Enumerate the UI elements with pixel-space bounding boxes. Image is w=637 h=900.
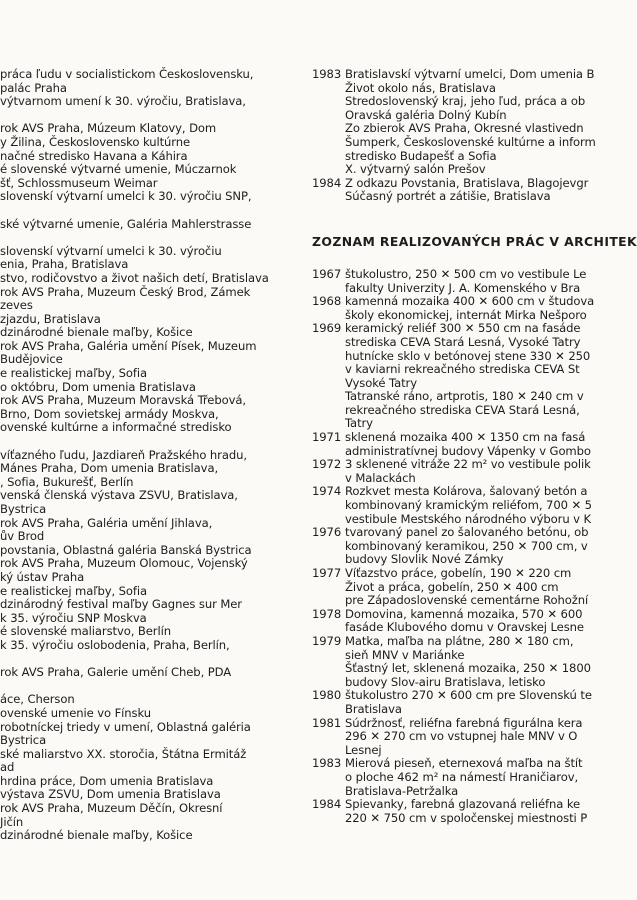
- work-entry: [312, 621, 600, 635]
- entry-year: 1968: [312, 294, 342, 309]
- work-entry: [312, 268, 600, 282]
- exhibition-line: e realistickej maľby, Sofia: [0, 366, 148, 381]
- blank-line: [0, 653, 300, 667]
- work-entry: [312, 309, 600, 323]
- exhibition-line: víťazného ľudu, Jazdiareň Pražského hradu,: [0, 447, 247, 462]
- exhibition-line: povstania, Oblastná galéria Banská Bystrica: [0, 542, 252, 557]
- entry-year: 1972: [312, 457, 342, 472]
- entry-text: budovy Slovlik Nové Zámky: [345, 552, 504, 567]
- exhibition-line: y Žilina, Československo kultúrne: [0, 134, 191, 149]
- work-entry: [312, 295, 600, 309]
- exhibition-line: Brno, Dom sovietskej armády Moskva,: [0, 406, 219, 421]
- entry-year: 1971: [312, 430, 342, 445]
- entry-text: štukolustro, 250 ✕ 500 cm vo vestibule Le: [345, 266, 587, 281]
- blank-line: [0, 109, 300, 123]
- entry-text: fasáde Klubového domu v Oravskej Lesne: [345, 620, 584, 635]
- entry-year: [312, 122, 345, 136]
- work-entry: [312, 689, 600, 703]
- entry-year: [312, 309, 345, 323]
- exhibition-line: práca ľudu v socialistickom Československu,: [0, 67, 254, 81]
- section-heading: ZOZNAM REALIZOVANÝCH PRÁC V ARCHITEK: [312, 233, 637, 249]
- entry-text: Súčasný portrét a zátišie, Bratislava: [345, 189, 551, 204]
- entry-year: 1984: [312, 175, 342, 190]
- work-entry: [312, 635, 600, 649]
- work-entry: [312, 350, 600, 364]
- work-entry: [312, 676, 600, 690]
- entry-year: 1983: [312, 67, 342, 81]
- entry-text: pre Západoslovenské cementárne Rohožní: [345, 593, 589, 608]
- entry-year: [312, 676, 345, 690]
- entry-year: [312, 390, 345, 404]
- entry-text: X. výtvarný salón Prešov: [345, 162, 486, 177]
- entry-year: [312, 282, 345, 296]
- entry-year: [312, 771, 345, 785]
- work-entry: [312, 717, 600, 731]
- entry-year: [312, 82, 345, 96]
- exhibition-line: ovenské kultúrne a informačné stredisko: [0, 420, 232, 435]
- entry-year: [312, 594, 345, 608]
- exhibition-line: k 35. výročiu SNP Moskva: [0, 610, 147, 625]
- exhibition-line: zjazdu, Bratislava: [0, 311, 101, 326]
- work-entry: [312, 703, 600, 717]
- entry-year: 1981: [312, 715, 342, 730]
- entry-text: Domovina, kamenná mozaika, 570 ✕ 600: [345, 606, 583, 621]
- entry-text: o ploche 462 m² na námestí Hraničiarov,: [345, 769, 579, 784]
- entry-text: v kaviarni rekreačného strediska CEVA St: [345, 362, 580, 377]
- work-entry: [312, 540, 600, 554]
- entry-text: vestibule Mestského národného výboru v K: [345, 511, 592, 526]
- entry-year: [312, 363, 345, 377]
- entry-text: budovy Slov-airu Bratislava, letisko: [345, 674, 546, 689]
- work-entry: [312, 798, 600, 812]
- work-entry: [312, 390, 600, 404]
- entry-year: [312, 649, 345, 663]
- entry-year: [312, 163, 345, 177]
- exhibition-line: rok AVS Praha, Muzeum Český Brod, Zámek: [0, 284, 251, 299]
- entry-text: Šťastný let, sklenená mozaika, 250 ✕ 1800: [345, 661, 591, 676]
- entry-year: [312, 95, 345, 109]
- entry-year: [312, 730, 345, 744]
- exhibition-line: é slovenské výtvarné umenie, Múczarnok: [0, 162, 237, 177]
- exhibition-line: dzinárodný festival maľby Gagnes sur Mer: [0, 597, 242, 612]
- exhibition-entry: [312, 68, 600, 82]
- exhibition-entry: [312, 109, 600, 123]
- exhibition-line: k 35. výročiu oslobodenia, Praha, Berlín,: [0, 637, 230, 652]
- entry-year: [312, 445, 345, 459]
- exhibition-line: e realistickej maľby, Sofia: [0, 583, 148, 598]
- entry-text: stredisko Budapešť a Sofia: [345, 148, 497, 163]
- exhibition-line: Budějovice: [0, 352, 63, 367]
- exhibition-entry: [312, 163, 600, 177]
- work-entry: [312, 757, 600, 771]
- work-entry: [312, 662, 600, 676]
- exhibition-line: ské maliarstvo XX. storočia, Štátna Ermitáž: [0, 746, 247, 761]
- exhibition-entry: [312, 177, 600, 191]
- entry-text: Šumperk, Československé kultúrne a inform: [345, 134, 596, 149]
- entry-year: [312, 150, 345, 164]
- work-entry: [312, 513, 600, 527]
- exhibition-entry: [312, 122, 600, 136]
- work-entry: [312, 553, 600, 567]
- exhibitions-continued: [312, 68, 600, 204]
- work-entry: [312, 812, 600, 826]
- entry-text: školy ekonomickej, internát Mirka Nešporo: [345, 307, 587, 322]
- entry-text: sklenená mozaika 400 ✕ 1350 cm na fasá: [345, 430, 586, 445]
- exhibition-line: šť, Schlossmuseum Weimar: [0, 175, 158, 190]
- entry-text: Zo zbierok AVS Praha, Okresné vlastivedn: [345, 121, 584, 136]
- entry-year: [312, 513, 345, 527]
- exhibition-line: dzinárodné bienale maľby, Košice: [0, 828, 193, 843]
- work-entry: [312, 363, 600, 377]
- exhibition-line: é slovenské maliarstvo, Berlín: [0, 624, 171, 639]
- exhibition-line: načné stredisko Havana a Káhira: [0, 148, 188, 163]
- exhibition-line: rok AVS Praha, Muzeum Olomouc, Vojenský: [0, 556, 248, 571]
- exhibition-line: Bystrica: [0, 733, 47, 748]
- entry-year: 1983: [312, 756, 342, 771]
- work-entry: [312, 431, 600, 445]
- exhibition-line: ské výtvarné umenie, Galéria Mahlerstrasse: [0, 216, 252, 231]
- work-entry: [312, 377, 600, 391]
- entry-text: hutnícke sklo v betónovej stene 330 ✕ 250: [345, 348, 591, 363]
- exhibition-entry: [312, 82, 600, 96]
- blank-line: [0, 680, 300, 694]
- exhibition-line: Bystrica: [0, 502, 47, 516]
- exhibition-line: rok AVS Praha, Muzeum Děčín, Okresní: [0, 801, 223, 816]
- exhibition-entry: [312, 95, 600, 109]
- entry-year: 1984: [312, 797, 342, 812]
- entry-text: kamenná mozaika 400 ✕ 600 cm v študova: [345, 294, 595, 309]
- work-entry: [312, 594, 600, 608]
- work-entry: [312, 458, 600, 472]
- entry-text: Víťazstvo práce, gobelín, 190 ✕ 220 cm: [345, 566, 572, 580]
- exhibition-line: venská členská výstava ZSVU, Bratislava,: [0, 488, 238, 503]
- work-entry: [312, 282, 600, 296]
- work-entry: [312, 608, 600, 622]
- entry-text: sieň MNV v Mariánke: [345, 647, 465, 662]
- entry-text: fakulty Univerzity J. A. Komenského v Bra: [345, 280, 581, 295]
- entry-year: [312, 581, 345, 595]
- entry-year: [312, 417, 345, 431]
- entry-text: rekreačného strediska CEVA Stará Lesná,: [345, 402, 580, 417]
- entry-text: kombinovaný keramikou, 250 ✕ 700 cm, v: [345, 538, 588, 553]
- entry-text: 296 ✕ 270 cm vo vstupnej hale MNV v O: [345, 729, 578, 744]
- entry-text: Stredoslovenský kraj, jeho ľud, práca a ob: [345, 94, 586, 109]
- exhibition-line: áce, Cherson: [0, 692, 75, 707]
- blank-line: [0, 231, 300, 245]
- entry-text: Spievanky, farebná glazovaná reliéfna ke: [345, 797, 581, 812]
- work-entry: [312, 417, 600, 431]
- entry-year: [312, 472, 345, 486]
- entry-year: [312, 336, 345, 350]
- entry-year: 1967: [312, 266, 342, 281]
- exhibition-entry: [312, 190, 600, 204]
- work-entry: [312, 526, 600, 540]
- entry-year: [312, 662, 345, 676]
- section-spacer: [312, 204, 600, 234]
- entry-year: [312, 744, 345, 758]
- work-entry: [312, 336, 600, 350]
- exhibition-line: enia, Praha, Bratislava: [0, 257, 129, 272]
- exhibition-line: ovenské umenie vo Fínsku: [0, 705, 151, 720]
- entry-year: 1969: [312, 321, 342, 336]
- exhibition-line: zeves: [0, 298, 33, 313]
- work-entry: [312, 404, 600, 418]
- exhibitions-list: [0, 68, 300, 843]
- entry-year: [312, 703, 345, 717]
- exhibition-line: dzinárodné bienale maľby, Košice: [0, 325, 193, 340]
- exhibition-line: ký ústav Praha: [0, 569, 85, 584]
- entry-year: [312, 136, 345, 150]
- exhibition-line: Mánes Praha, Dom umenia Bratislava,: [0, 461, 219, 476]
- exhibition-line: rok AVS Praha, Muzeum Moravská Třebová,: [0, 393, 246, 408]
- exhibition-line: slovenskí výtvarní umelci k 30. výročiu SNP,: [0, 189, 252, 204]
- work-entry: [312, 567, 600, 581]
- entry-year: [312, 350, 345, 364]
- entry-text: Bratislava: [345, 701, 402, 716]
- work-entry: [312, 485, 600, 499]
- entry-text: Súdržnosť, reliéfna farebná figurálna kera: [345, 715, 583, 730]
- work-entry: [312, 322, 600, 336]
- entry-text: strediska CEVA Stará Lesná, Vysoké Tatry: [345, 334, 581, 349]
- right-column: [312, 67, 637, 825]
- entry-text: Bratislavskí výtvarní umelci, Dom umenia B: [345, 67, 595, 81]
- entry-year: 1974: [312, 484, 342, 499]
- entry-text: štukolustro 270 ✕ 600 cm pre Slovenskú te: [345, 688, 592, 703]
- exhibition-line: robotníckej triedy v umení, Oblastná galéria: [0, 719, 251, 734]
- entry-text: keramický reliéf 300 ✕ 550 cm na fasáde: [345, 321, 581, 336]
- entry-text: Život a práca, gobelín, 250 ✕ 400 cm: [345, 579, 559, 594]
- entry-text: Matka, maľba na plátne, 280 ✕ 180 cm,: [345, 633, 574, 648]
- exhibition-line: výtvarnom umení k 30. výročiu, Bratislava,: [0, 94, 246, 109]
- entry-text: Vysoké Tatry: [345, 375, 417, 390]
- entry-year: [312, 404, 345, 418]
- exhibition-line: rok AVS Praha, Galéria umění Jihlava,: [0, 515, 213, 530]
- work-entry: [312, 445, 600, 459]
- entry-year: [312, 540, 345, 554]
- entry-text: tvarovaný panel zo šalovaného betónu, ob: [345, 525, 589, 540]
- exhibition-line: rok AVS Praha, Galerie umění Cheb, PDA: [0, 665, 232, 680]
- exhibition-line: Jičín: [0, 814, 24, 829]
- blank-line: [0, 204, 300, 218]
- entry-text: Z odkazu Povstania, Bratislava, Blagojevgr: [345, 175, 589, 190]
- entry-year: 1977: [312, 566, 342, 580]
- work-entry: [312, 730, 600, 744]
- work-entry: [312, 472, 600, 486]
- exhibition-line: ův Brod: [0, 529, 45, 544]
- entry-year: [312, 812, 345, 826]
- entry-year: [312, 785, 345, 799]
- blank-line: [0, 435, 300, 449]
- entry-year: [312, 499, 345, 513]
- entry-year: [312, 553, 345, 567]
- entry-text: Mierová pieseň, eternexová maľba na štít: [345, 756, 583, 771]
- architecture-works-list: [312, 268, 600, 825]
- entry-text: v Malackách: [345, 470, 416, 485]
- entry-year: [312, 190, 345, 204]
- exhibition-line: slovenskí výtvarní umelci k 30. výročiu: [0, 243, 222, 258]
- work-entry: [312, 771, 600, 785]
- entry-text: 3 sklenené vitráže 22 m² vo vestibule polik: [345, 457, 591, 472]
- entry-text: Lesnej: [345, 742, 382, 757]
- entry-year: 1978: [312, 606, 342, 621]
- exhibition-line: ad: [0, 760, 15, 775]
- exhibition-line: o októbru, Dom umenia Bratislava: [0, 379, 196, 394]
- entry-text: administratívnej budovy Vápenky v Gombo: [345, 443, 591, 458]
- exhibition-entry: [312, 136, 600, 150]
- entry-text: kombinovaný kramickým reliéfom, 700 ✕ 5: [345, 498, 592, 513]
- work-entry: [312, 581, 600, 595]
- work-entry: [312, 785, 600, 799]
- exhibition-line: palác Praha: [0, 80, 67, 95]
- exhibition-line: stvo, rodičovstvo a život našich detí, Bratislava: [0, 270, 269, 285]
- work-entry: [312, 744, 600, 758]
- work-entry: [312, 499, 600, 513]
- entry-year: 1976: [312, 525, 342, 540]
- exhibition-line: hrdina práce, Dom umenia Bratislava: [0, 773, 214, 788]
- entry-year: 1980: [312, 688, 342, 703]
- entry-year: [312, 377, 345, 391]
- entry-year: [312, 621, 345, 635]
- entry-text: Tatranské ráno, artprotis, 180 ✕ 240 cm v: [345, 389, 584, 404]
- entry-text: Bratislava-Petržalka: [345, 783, 459, 798]
- exhibition-line: rok AVS Praha, Galéria umění Písek, Muzeum: [0, 338, 257, 353]
- entry-text: Tatry: [345, 416, 373, 431]
- exhibition-entry: [312, 150, 600, 164]
- entry-text: 220 ✕ 750 cm v spoločenskej miestnosti P: [345, 810, 588, 825]
- entry-text: Oravská galéria Dolný Kubín: [345, 107, 507, 122]
- entry-text: Život okolo nás, Bratislava: [345, 80, 496, 95]
- entry-year: 1979: [312, 633, 342, 648]
- exhibition-line: výstava ZSVU, Dom umenia Bratislava: [0, 787, 221, 802]
- entry-year: [312, 109, 345, 123]
- exhibition-line: , Sofia, Bukurešť, Berlín: [0, 474, 134, 489]
- exhibition-line: rok AVS Praha, Múzeum Klatovy, Dom: [0, 121, 217, 136]
- entry-text: Rozkvet mesta Kolárova, šalovaný betón a: [345, 484, 588, 499]
